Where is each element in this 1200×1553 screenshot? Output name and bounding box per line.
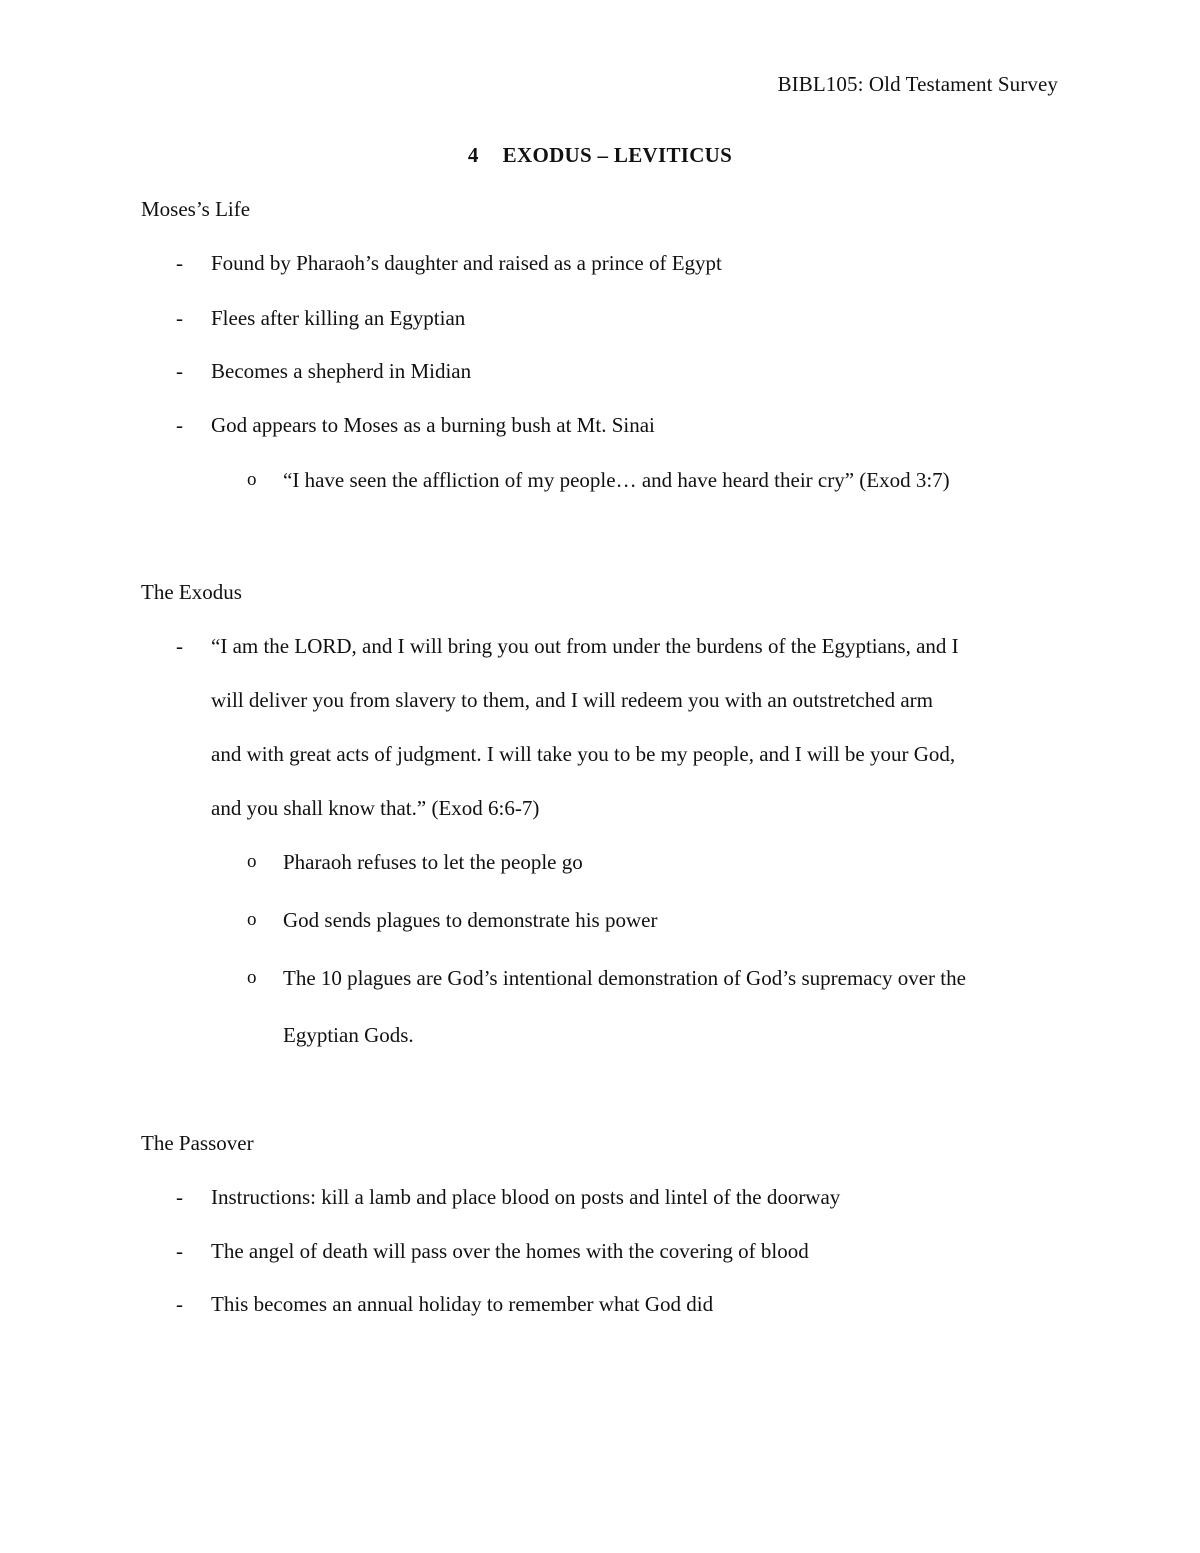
list-item: Flees after killing an Egyptian: [211, 306, 466, 330]
bullet-dash: -: [176, 1239, 183, 1263]
chapter-number: 4: [467, 143, 479, 167]
course-header: BIBL105: Old Testament Survey: [777, 72, 1058, 96]
quote-line: “I am the LORD, and I will bring you out from under the burdens of the Egyptians, and I: [211, 634, 959, 658]
bullet-circle: o: [247, 469, 257, 490]
list-item: God appears to Moses as a burning bush at Mt. Sinai: [211, 413, 655, 437]
bullet-dash: -: [176, 634, 183, 658]
sub-list-item: The 10 plagues are God’s intentional demonstration of God’s supremacy over the: [283, 966, 966, 990]
quote-line: and with great acts of judgment. I will take you to be my people, and I will be your God,: [211, 742, 956, 766]
section-heading-passover: The Passover: [141, 1131, 254, 1155]
bullet-circle: o: [247, 909, 257, 930]
list-item: This becomes an annual holiday to remember what God did: [211, 1292, 714, 1316]
quote-line: and you shall know that.” (Exod 6:6-7): [211, 796, 540, 820]
bullet-dash: -: [176, 251, 183, 275]
bullet-circle: o: [247, 967, 257, 988]
bullet-dash: -: [176, 1185, 183, 1209]
quote-line: will deliver you from slavery to them, and I will redeem you with an outstretched arm: [211, 688, 933, 712]
sub-list-item-continued: Egyptian Gods.: [283, 1023, 414, 1047]
sub-list-item: God sends plagues to demonstrate his power: [283, 908, 658, 932]
bullet-dash: -: [176, 1292, 183, 1316]
bullet-dash: -: [176, 359, 183, 383]
sub-list-item: Pharaoh refuses to let the people go: [283, 850, 583, 874]
list-item: Found by Pharaoh’s daughter and raised as a prince of Egypt: [211, 251, 722, 275]
list-item: Instructions: kill a lamb and place blood on posts and lintel of the doorway: [211, 1185, 841, 1209]
bullet-dash: -: [176, 413, 183, 437]
bullet-dash: -: [176, 306, 183, 330]
list-item: The angel of death will pass over the homes with the covering of blood: [211, 1239, 809, 1263]
section-heading-moses: Moses’s Life: [141, 197, 251, 221]
page-title: [0, 143, 1200, 168]
chapter-title: EXODUS – LEVITICUS: [502, 143, 733, 167]
bullet-circle: o: [247, 851, 257, 872]
section-heading-exodus: The Exodus: [141, 580, 242, 604]
sub-list-item: “I have seen the affliction of my people… and have heard their cry” (Exod 3:7): [283, 468, 950, 492]
list-item: Becomes a shepherd in Midian: [211, 359, 472, 383]
